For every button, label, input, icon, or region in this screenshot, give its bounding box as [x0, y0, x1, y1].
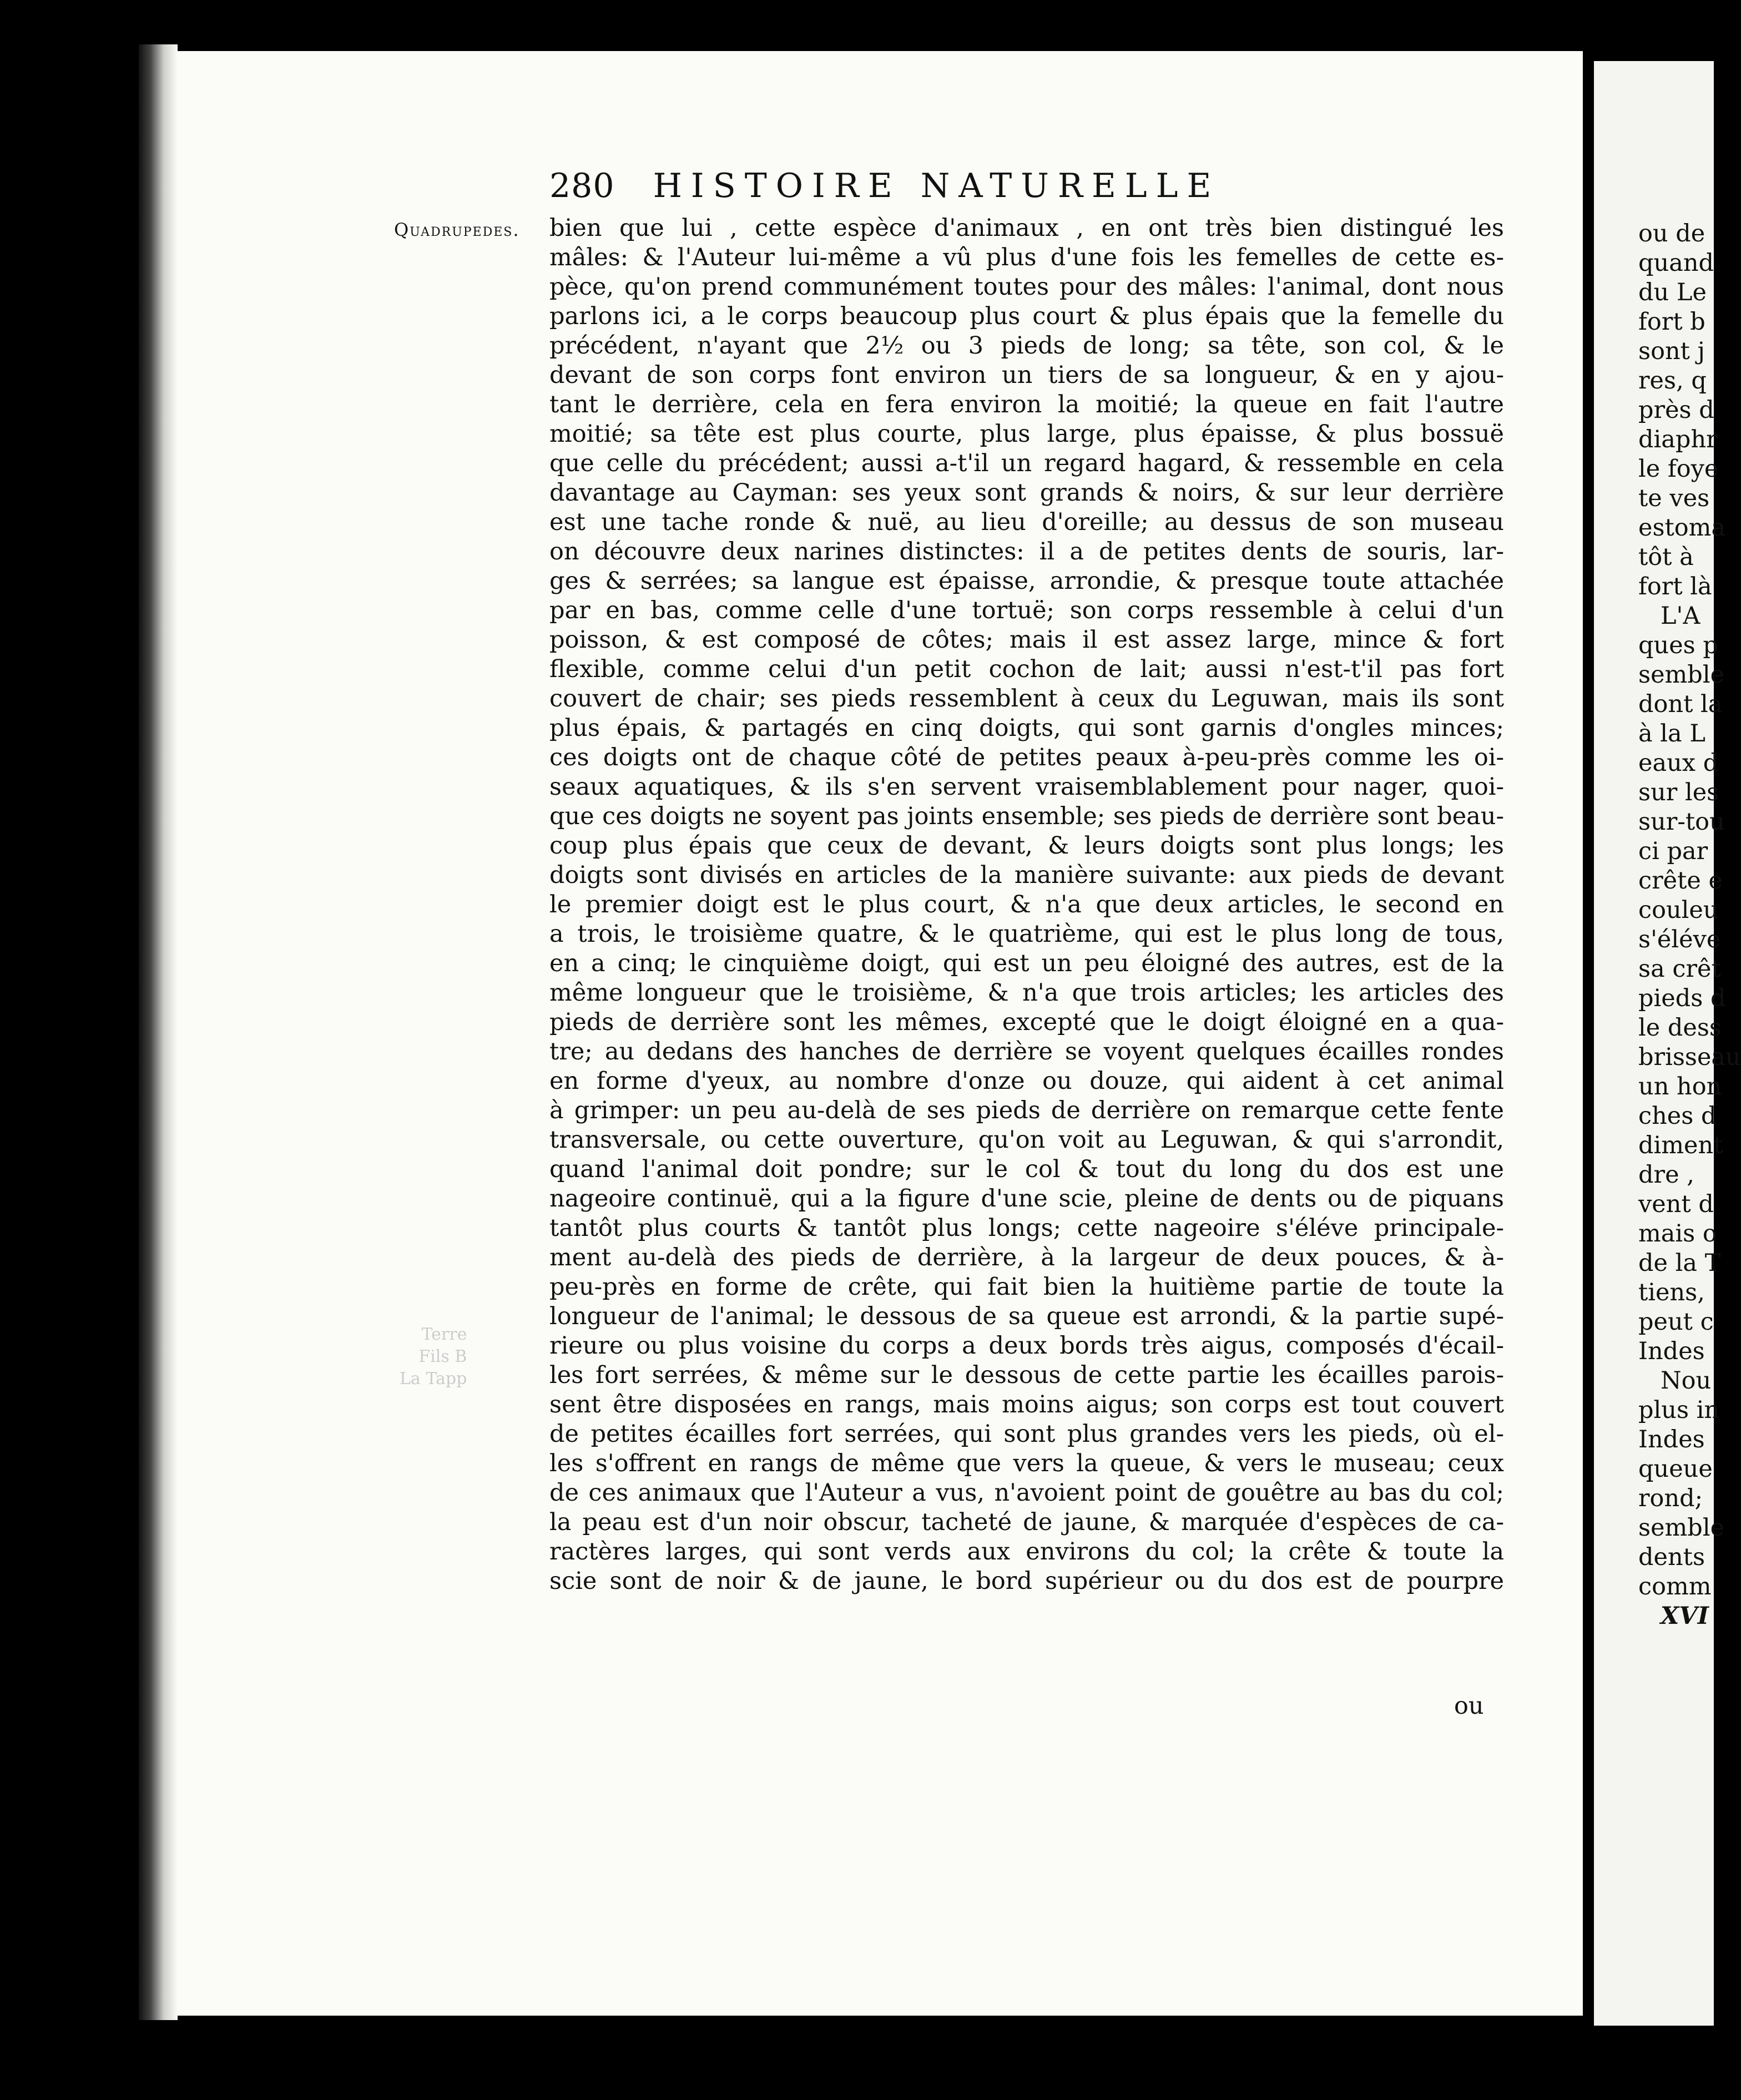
- text-line: les fort serrées, & même sur le dessous de cette partie les écailles parois-: [549, 1361, 1504, 1389]
- text-line: rieure ou plus voisine du corps a deux bords très aigus, composés d'écail-: [549, 1332, 1504, 1360]
- text-line: même longueur que le troisième, & n'a que trois articles; les articles des: [549, 979, 1504, 1007]
- right-page-fragment: mais o: [1638, 1220, 1717, 1248]
- right-page-fragment: ou de: [1638, 220, 1705, 248]
- right-page-fragment: Indes: [1638, 1337, 1705, 1365]
- page-binding-edge: [139, 44, 178, 2020]
- text-line: on découvre deux narines distinctes: il a de petites dents de souris, lar-: [549, 538, 1504, 566]
- body-text: [549, 214, 1504, 1596]
- text-line: doigts sont divisés en articles de la manière suivante: aux pieds de devant: [549, 861, 1504, 889]
- text-line: peu-près en forme de crête, qui fait bien la huitième partie de toute la: [549, 1273, 1504, 1301]
- text-line: les s'offrent en rangs de même que vers la queue, & vers le museau; ceux: [549, 1450, 1504, 1477]
- right-page-fragment: Indes: [1638, 1426, 1705, 1453]
- page-header: [549, 166, 1220, 205]
- text-line: la peau est d'un noir obscur, tacheté de jaune, & marquée d'espèces de ca-: [549, 1508, 1504, 1536]
- right-page-fragment: fort là: [1638, 573, 1712, 600]
- right-page-fragment: ci par: [1638, 837, 1708, 865]
- text-line: précédent, n'ayant que 2½ ou 3 pieds de long; sa tête, son col, & le: [549, 332, 1504, 360]
- page-number: 280: [549, 166, 615, 205]
- right-page-fragment: tiens,: [1638, 1279, 1705, 1306]
- right-page-fragment: semble: [1638, 1514, 1725, 1542]
- right-page-fragment: dre ,: [1638, 1161, 1694, 1189]
- text-line: transversale, ou cette ouverture, qu'on voit au Leguwan, & qui s'arrondit,: [549, 1126, 1504, 1154]
- text-line: ractères larges, qui sont verds aux environs du col; la crête & toute la: [549, 1538, 1504, 1566]
- margin-note: Quadrupedes.: [394, 219, 520, 240]
- right-page-fragment: peut c: [1638, 1308, 1714, 1336]
- bleed-through-line: La Tapp: [400, 1369, 467, 1389]
- text-line: scie sont de noir & de jaune, le bord supérieur ou du dos est de pourpre: [549, 1567, 1504, 1595]
- text-line: devant de son corps font environ un tiers de sa longueur, & en y ajou-: [549, 361, 1504, 389]
- text-line: par en bas, comme celle d'une tortuë; son corps ressemble à celui d'un: [549, 597, 1504, 624]
- bleed-through-text: [400, 1324, 467, 1390]
- text-line: longueur de l'animal; le dessous de sa queue est arrondi, & la partie supé-: [549, 1303, 1504, 1330]
- right-page-fragment: sont j: [1638, 337, 1705, 365]
- text-line: est une tache ronde & nuë, au lieu d'oreille; au dessus de son museau: [549, 508, 1504, 536]
- text-line: ces doigts ont de chaque côté de petites peaux à-peu-près comme les oi-: [549, 744, 1504, 771]
- right-page-fragment: estoma: [1638, 514, 1726, 542]
- bleed-through-line: Terre: [421, 1325, 467, 1344]
- right-page-fragment: quand: [1638, 249, 1714, 277]
- right-page-fragment: sur-tou: [1638, 808, 1725, 836]
- text-line: que ces doigts ne soyent pas joints ensemble; ses pieds de derrière sont beau-: [549, 802, 1504, 830]
- right-page-fragment: Nou: [1661, 1367, 1712, 1395]
- text-line: parlons ici, a le corps beaucoup plus court & plus épais que la femelle du: [549, 302, 1504, 330]
- right-page-fragment: plus in: [1638, 1396, 1720, 1424]
- text-line: plus épais, & partagés en cinq doigts, qui sont garnis d'ongles minces;: [549, 714, 1504, 742]
- text-line: que celle du précédent; aussi a-t'il un regard hagard, & ressemble en cela: [549, 450, 1504, 477]
- text-line: seaux aquatiques, & ils s'en servent vraisemblablement pour nager, quoi-: [549, 773, 1504, 801]
- right-page-fragment: s'éléve: [1638, 926, 1721, 953]
- text-line: à grimper: un peu au-delà de ses pieds de derrière on remarque cette fente: [549, 1097, 1504, 1124]
- text-line: mâles: & l'Auteur lui-même a vû plus d'une fois les femelles de cette es-: [549, 244, 1504, 271]
- right-page-fragment: rond;: [1638, 1485, 1703, 1512]
- right-page-fragment: près d: [1638, 396, 1714, 424]
- text-line: couvert de chair; ses pieds ressemblent à ceux du Leguwan, mais ils sont: [549, 685, 1504, 713]
- right-page-fragment: couleu: [1638, 896, 1719, 924]
- catchword: ou: [1454, 1692, 1484, 1720]
- right-page-fragment: dont la: [1638, 690, 1723, 718]
- text-line: de petites écailles fort serrées, qui sont plus grandes vers les pieds, où el-: [549, 1420, 1504, 1448]
- text-line: flexible, comme celui d'un petit cochon de lait; aussi n'est-t'il pas fort: [549, 655, 1504, 683]
- text-line: tantôt plus courts & tantôt plus longs; cette nageoire s'éléve principale-: [549, 1214, 1504, 1242]
- text-line: nageoire continuë, qui a la figure d'une scie, pleine de dents ou de piquans: [549, 1185, 1504, 1213]
- right-page-fragment: res, q: [1638, 367, 1707, 395]
- text-line: tre; au dedans des hanches de derrière se voyent quelques écailles rondes: [549, 1038, 1504, 1066]
- right-page-fragment: à la L: [1638, 720, 1705, 748]
- text-line: quand l'animal doit pondre; sur le col & tout du long du dos est une: [549, 1155, 1504, 1183]
- text-line: a trois, le troisième quatre, & le quatrième, qui est le plus long de tous,: [549, 920, 1504, 948]
- right-page-fragment: sa crêt: [1638, 955, 1721, 983]
- right-page-fragment: le foye: [1638, 455, 1719, 483]
- text-line: en forme d'yeux, au nombre d'onze ou douze, qui aident à cet animal: [549, 1067, 1504, 1095]
- right-page-fragment: XVI: [1661, 1602, 1709, 1630]
- right-page-fragment: semble: [1638, 661, 1725, 689]
- text-line: bien que lui , cette espèce d'animaux , en ont très bien distingué les: [549, 214, 1504, 242]
- right-page-fragment: queue: [1638, 1455, 1713, 1483]
- right-page-fragment: ques p: [1638, 632, 1718, 659]
- right-page-fragment: de la T: [1638, 1249, 1721, 1277]
- right-page-fragment: dents: [1638, 1543, 1705, 1571]
- right-page-fragment: ches d: [1638, 1102, 1717, 1130]
- bleed-through-line: Fils B: [418, 1347, 467, 1366]
- right-page-fragment: tôt à: [1638, 543, 1694, 571]
- text-line: pèce, qu'on prend communément toutes pour des mâles: l'animal, dont nous: [549, 273, 1504, 301]
- text-line: poisson, & est composé de côtes; mais il est assez large, mince & fort: [549, 626, 1504, 654]
- text-line: pieds de derrière sont les mêmes, excepté que le doigt éloigné en a qua-: [549, 1008, 1504, 1036]
- right-page-fragment: sur les: [1638, 779, 1719, 806]
- running-title: HISTOIRE NATURELLE: [653, 166, 1220, 205]
- right-page-fragment: fort b: [1638, 308, 1705, 336]
- text-line: coup plus épais que ceux de devant, & leurs doigts sont plus longs; les: [549, 832, 1504, 860]
- right-page-fragment: diaphr: [1638, 426, 1718, 453]
- right-page-fragment: du Le: [1638, 279, 1707, 306]
- right-page-fragment: brisseau: [1638, 1043, 1741, 1071]
- text-line: le premier doigt est le plus court, & n'a que deux articles, le second en: [549, 891, 1504, 918]
- right-page-fragment: comm: [1638, 1573, 1712, 1601]
- right-page-fragment: te ves: [1638, 484, 1710, 512]
- text-line: tant le derrière, cela en fera environ la moitié; la queue en fait l'autre: [549, 391, 1504, 418]
- right-page-fragment: pieds d: [1638, 985, 1726, 1012]
- text-line: ges & serrées; sa langue est épaisse, arrondie, & presque toute attachée: [549, 567, 1504, 595]
- text-line: de ces animaux que l'Auteur a vus, n'avoient point de gouêtre au bas du col;: [549, 1479, 1504, 1507]
- right-page-fragment: diment: [1638, 1132, 1723, 1159]
- right-page-fragment: eaux d: [1638, 749, 1719, 777]
- text-line: en a cinq; le cinquième doigt, qui est un peu éloigné des autres, est de la: [549, 950, 1504, 977]
- book-gutter: [1583, 0, 1594, 2100]
- text-line: davantage au Cayman: ses yeux sont grands & noirs, & sur leur derrière: [549, 479, 1504, 507]
- right-page-fragment: le dess: [1638, 1014, 1722, 1042]
- text-line: moitié; sa tête est plus courte, plus large, plus épaisse, & plus bossuë: [549, 420, 1504, 448]
- right-page-fragment: crête e: [1638, 867, 1723, 895]
- right-page-fragment: L'A: [1661, 602, 1700, 630]
- text-line: sent être disposées en rangs, mais moins aigus; son corps est tout couvert: [549, 1391, 1504, 1418]
- right-page-fragment: vent d: [1638, 1190, 1714, 1218]
- right-page-text: [1638, 219, 1741, 1631]
- text-line: ment au-delà des pieds de derrière, à la largeur de deux pouces, & à-: [549, 1244, 1504, 1271]
- right-page-fragment: un hon: [1638, 1073, 1722, 1101]
